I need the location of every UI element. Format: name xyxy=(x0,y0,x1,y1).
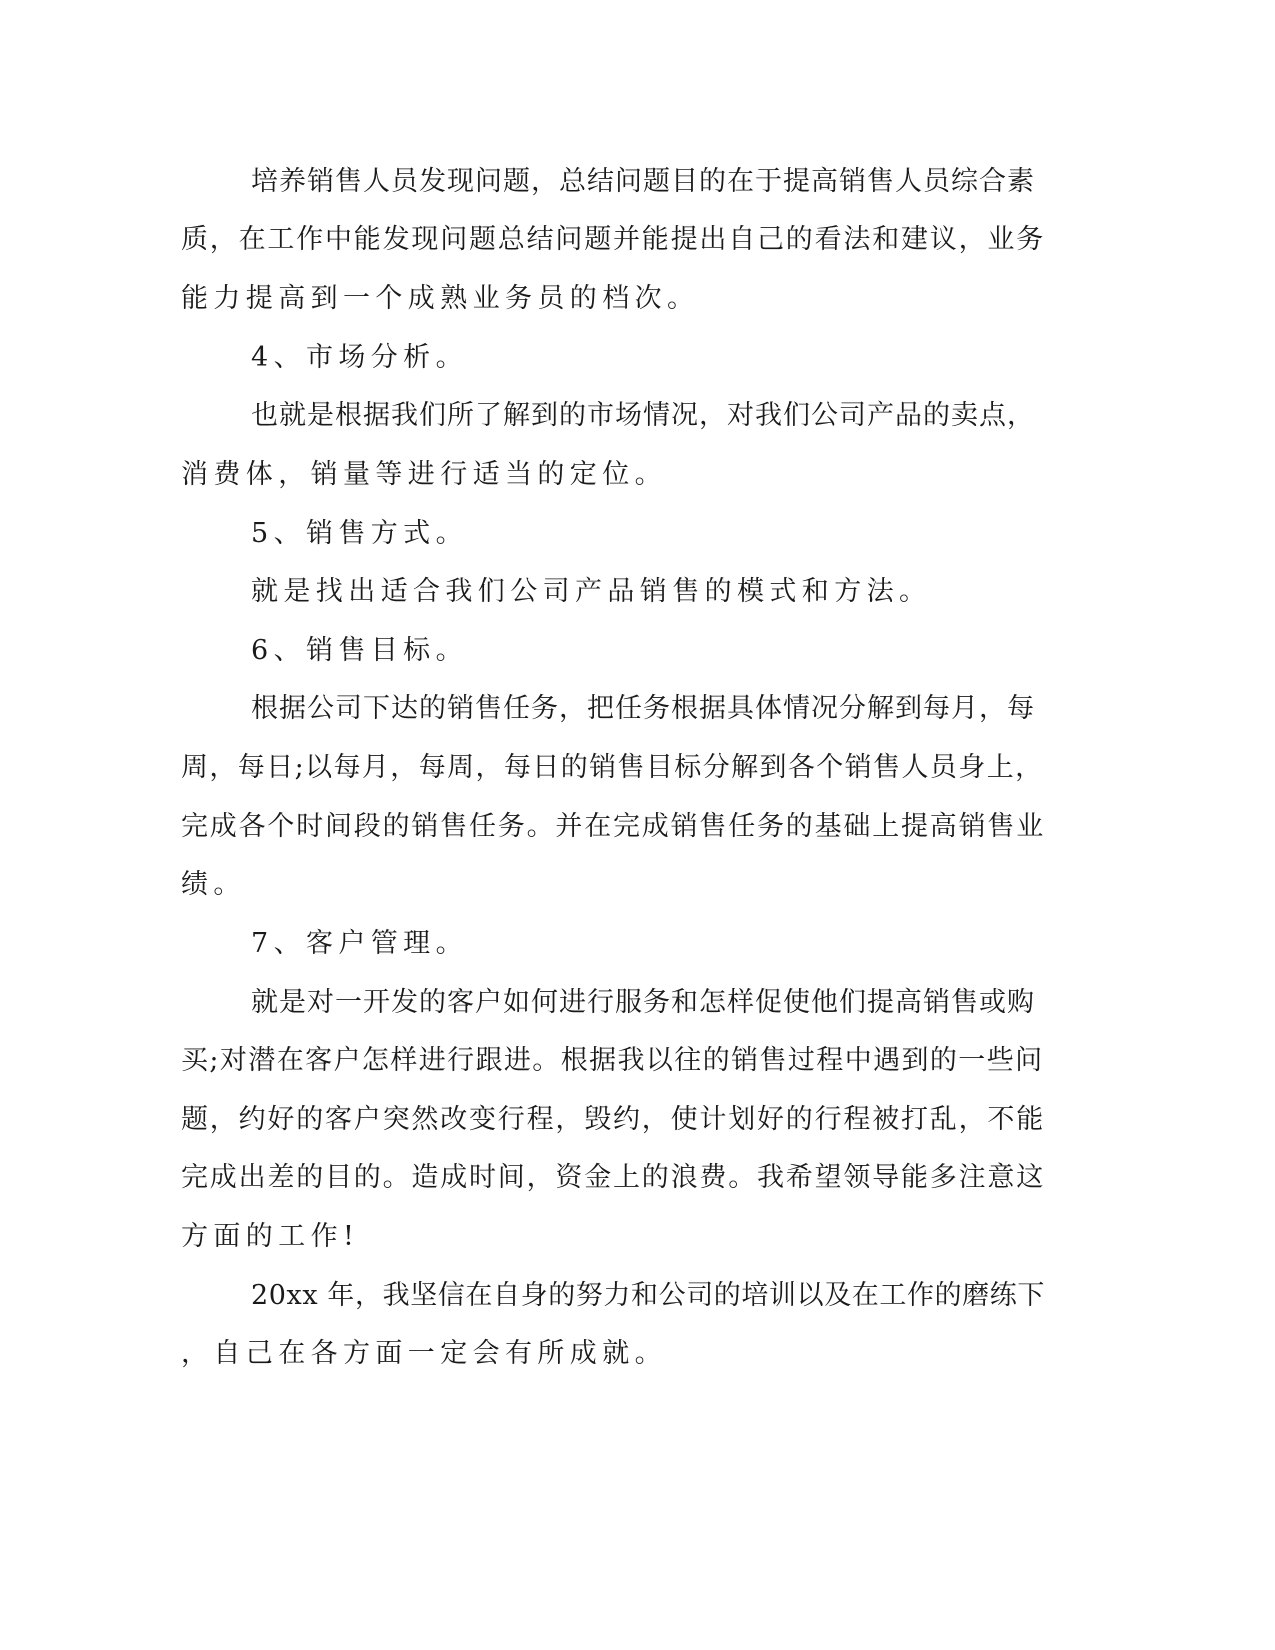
text-line: 就是找出适合我们公司产品销售的模式和方法。 xyxy=(251,576,932,607)
text-line: 消费体，销量等进行适当的定位。 xyxy=(181,459,667,490)
text-line: ，自己在各方面一定会有所成就。 xyxy=(181,1338,667,1369)
section-heading: 5、销售方式。 xyxy=(251,518,468,549)
text-line: 20xx 年，我坚信在自身的努力和公司的培训以及在工作的磨练下 xyxy=(251,1280,1045,1311)
text-line: 也就是根据我们所了解到的市场情况，对我们公司产品的卖点， xyxy=(251,400,1035,431)
section-heading: 4、市场分析。 xyxy=(251,342,468,373)
text-line: 绩。 xyxy=(181,869,246,900)
text-line: 质，在工作中能发现问题总结问题并能提出自己的看法和建议，业务 xyxy=(181,224,1045,255)
text-line: 周，每日;以每月，每周，每日的销售目标分解到各个销售人员身上， xyxy=(181,752,1044,783)
text-line: 方面的工作! xyxy=(181,1221,360,1252)
text-line: 就是对一开发的客户如何进行服务和怎样促使他们提高销售或购 xyxy=(251,987,1035,1018)
text-line: 买;对潜在客户怎样进行跟进。根据我以往的销售过程中遇到的一些问 xyxy=(181,1045,1044,1076)
section-heading: 7、客户管理。 xyxy=(251,928,468,959)
text-line: 能力提高到一个成熟业务员的档次。 xyxy=(181,283,700,314)
section-heading: 6、销售目标。 xyxy=(251,635,468,666)
text-line: 完成各个时间段的销售任务。并在完成销售任务的基础上提高销售业 xyxy=(181,811,1045,842)
text-line: 培养销售人员发现问题，总结问题目的在于提高销售人员综合素 xyxy=(251,166,1035,197)
text-line: 完成出差的目的。造成时间，资金上的浪费。我希望领导能多注意这 xyxy=(181,1162,1045,1193)
text-line: 根据公司下达的销售任务，把任务根据具体情况分解到每月，每 xyxy=(251,693,1035,724)
text-line: 题，约好的客户突然改变行程，毁约，使计划好的行程被打乱，不能 xyxy=(181,1104,1045,1135)
